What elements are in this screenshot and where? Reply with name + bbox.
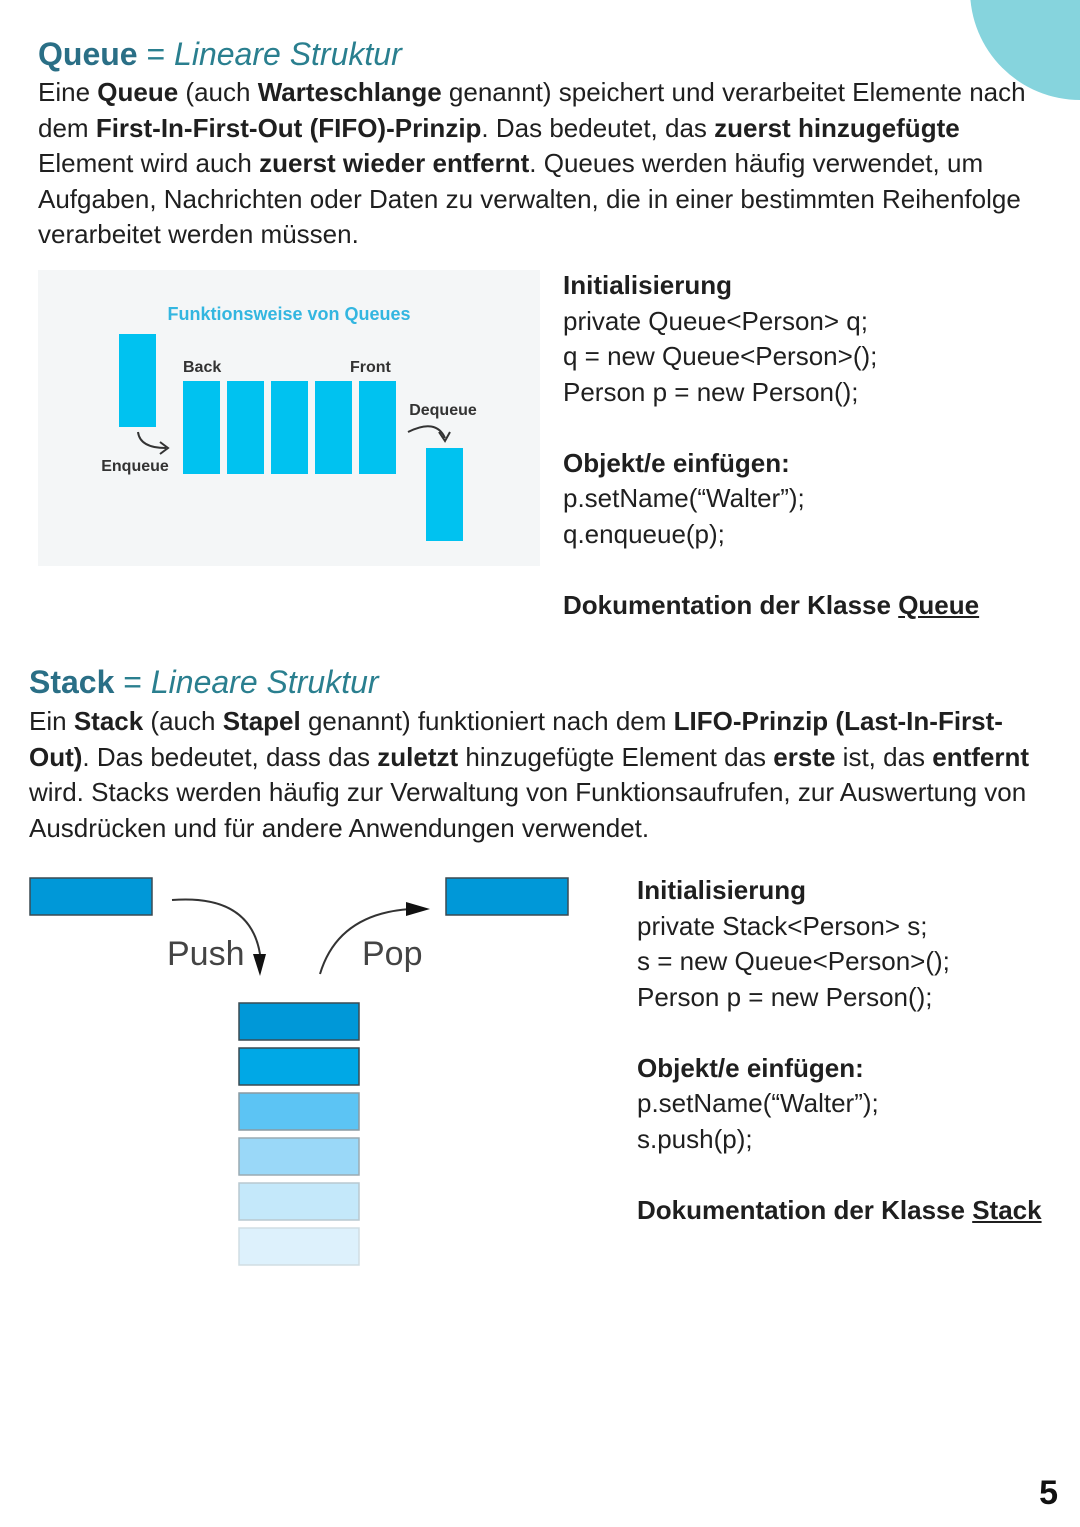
queue-doc-link[interactable]: Queue xyxy=(898,589,980,620)
stack-diagram xyxy=(28,874,573,1266)
stack-doc-link[interactable]: Stack xyxy=(972,1194,1042,1225)
stack-code-line: s.push(p); xyxy=(637,1123,753,1154)
stack-code xyxy=(637,873,1042,1228)
queue-enqueue-element xyxy=(119,334,156,427)
stack-pop-element xyxy=(446,878,568,915)
stack-element xyxy=(239,1228,359,1265)
queue-dequeued-element xyxy=(426,448,463,541)
queue-diagram-svg xyxy=(38,270,540,566)
stack-documentation: Dokumentation der Klasse Stack xyxy=(637,1194,1042,1225)
queue-description: Eine Queue (auch Warteschlange genannt) speichert und verarbeitet Elemente nach dem First-In-First-Out (FIFO)-Prinzip. Das bedeutet, das zuerst hinzugefügte Element wird auch zuerst wieder entfernt. Queues werden häufig verwendet, um Aufgaben, Nachrichten oder Daten zu verwalten, die in einer bestimmten Reihenfolge verarbeitet werden müssen. xyxy=(38,77,1026,249)
stack-insert-heading: Objekt/e einfügen: xyxy=(637,1052,864,1083)
queue-code-line: private Queue<Person> q; xyxy=(563,305,868,336)
stack-code-line: private Stack<Person> s; xyxy=(637,910,928,941)
stack-code-line: Person p = new Person(); xyxy=(637,981,933,1012)
dequeue-label: Dequeue xyxy=(409,402,477,419)
stack-description: Ein Stack (auch Stapel genannt) funktioniert nach dem LIFO-Prinzip (Last-In-First-Out). Das bedeutet, dass das zuletzt hinzugefügte Element das erste ist, das entfernt wird. Stacks werden häufig zur Verwaltung von Funktionsaufrufen, zur Auswertung von Ausdrücken und für andere Anwendungen verwendet. xyxy=(29,706,1030,843)
pop-label: Pop xyxy=(362,935,423,973)
push-label: Push xyxy=(167,935,245,973)
stack-element xyxy=(239,1138,359,1175)
stack-element xyxy=(239,1048,359,1085)
queue-documentation: Dokumentation der Klasse Queue xyxy=(563,589,980,620)
queue-init-heading: Initialisierung xyxy=(563,270,733,300)
queue-diagram xyxy=(38,270,540,566)
enqueue-label: Enqueue xyxy=(101,458,169,475)
queue-element xyxy=(315,381,352,474)
queue-section-title: Queue = Lineare Struktur xyxy=(38,36,402,72)
queue-code-line: p.setName(“Walter”); xyxy=(563,483,805,513)
stack-section-title: Stack = Lineare Struktur xyxy=(29,664,379,700)
stack-element xyxy=(239,1003,359,1040)
queue-insert-heading: Objekt/e einfügen: xyxy=(563,447,790,478)
queue-element xyxy=(359,381,396,474)
queue-element xyxy=(183,381,220,474)
queue-element xyxy=(227,381,264,474)
stack-element xyxy=(239,1183,359,1220)
queue-code-line: Person p = new Person(); xyxy=(563,376,859,407)
queue-code-line: q.enqueue(p); xyxy=(563,518,725,549)
page-number: 5 xyxy=(1039,1474,1058,1512)
stack-code-line: p.setName(“Walter”); xyxy=(637,1088,879,1118)
front-label: Front xyxy=(350,359,391,376)
queue-diagram-title: Funktionsweise von Queues xyxy=(167,304,411,324)
stack-element xyxy=(239,1093,359,1130)
queue-code xyxy=(563,268,979,623)
enqueue-arrow-icon xyxy=(138,432,166,448)
queue-element xyxy=(271,381,308,474)
stack-push-element xyxy=(30,878,152,915)
queue-code-line: q = new Queue<Person>(); xyxy=(563,341,878,371)
stack-init-heading: Initialisierung xyxy=(637,875,807,905)
back-label: Back xyxy=(183,359,222,376)
stack-code-line: s = new Queue<Person>(); xyxy=(637,946,950,976)
